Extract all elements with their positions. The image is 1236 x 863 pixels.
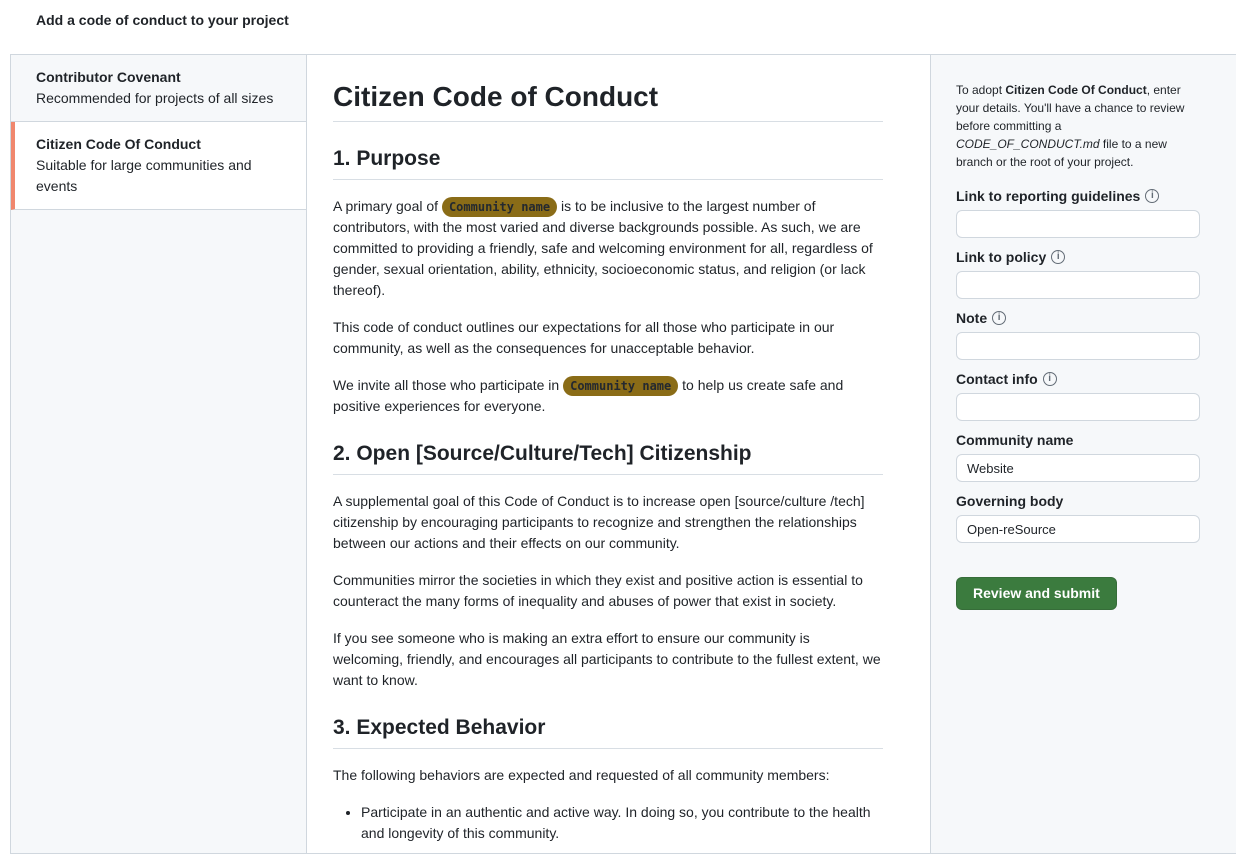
- form-intro: [956, 81, 1200, 171]
- field-label: [956, 247, 1200, 267]
- field-governing-body: [956, 491, 1200, 543]
- field-label-text: Contact info: [956, 371, 1038, 387]
- behavior-list: [333, 802, 883, 844]
- field-label: [956, 369, 1200, 389]
- governing-body-input[interactable]: [956, 515, 1200, 543]
- template-option-contributor-covenant[interactable]: [11, 55, 306, 122]
- field-note: [956, 308, 1200, 360]
- field-label-text: Link to policy: [956, 249, 1047, 265]
- intro-filename: CODE_OF_CONDUCT.md: [956, 137, 1100, 151]
- paragraph: The following behaviors are expected and requested of all community members:: [333, 767, 830, 783]
- paragraph-text: is to be inclusive to the largest number of contributors, with the most varied and diverse backgrounds possible. As such, we are committed to providing a friendly, safe and welcoming environment for all, regardless of gender, sexual orientation, ability, ethnicity, socioeconomic status, and religion (or lack thereof).: [333, 198, 873, 298]
- paragraph: Communities mirror the societies in which they exist and positive action is essential to counteract the many forms of inequality and abuses of power that exist in society.: [333, 572, 863, 609]
- paragraph-text: A primary goal of: [333, 198, 439, 214]
- template-option-description: Recommended for projects of all sizes: [36, 90, 274, 106]
- link-to-policy-input[interactable]: [956, 271, 1200, 299]
- field-label: [956, 308, 1200, 328]
- intro-text: , enter your details. You'll have a chance to review before committing a: [956, 83, 1185, 133]
- field-reporting-guidelines: [956, 186, 1200, 238]
- field-link-to-policy: [956, 247, 1200, 299]
- field-label-text: Note: [956, 310, 988, 326]
- field-label-text: Community name: [956, 432, 1074, 448]
- field-label: [956, 491, 1200, 511]
- field-label-text: Governing body: [956, 493, 1064, 509]
- field-label: [956, 186, 1200, 206]
- info-icon[interactable]: i: [1145, 189, 1159, 203]
- community-name-chip: Community name: [563, 376, 678, 396]
- paragraph-text: to help us create safe and positive experiences for everyone.: [333, 377, 844, 414]
- section-heading-open-citizenship: 2. Open [Source/Culture/Tech] Citizenship: [333, 441, 883, 475]
- field-label-text: Link to reporting guidelines: [956, 188, 1141, 204]
- community-name-input[interactable]: [956, 454, 1200, 482]
- community-name-chip: Community name: [442, 197, 557, 217]
- paragraph: A supplemental goal of this Code of Conduct is to increase open [source/culture /tech] citizenship by encouraging participants to recognize and strengthen the relationships between our actions and their effects on our community.: [333, 493, 865, 551]
- code-preview: [307, 55, 931, 853]
- adopt-form: [931, 55, 1236, 853]
- reporting-guidelines-input[interactable]: [956, 210, 1200, 238]
- template-list: [11, 55, 307, 853]
- field-contact-info: [956, 369, 1200, 421]
- paragraph-text: We invite all those who participate in: [333, 377, 560, 393]
- intro-text: file to a new branch or the root of your project.: [956, 137, 1167, 169]
- intro-text: To adopt: [956, 83, 1006, 97]
- section-heading-expected-behavior: 3. Expected Behavior: [333, 715, 883, 749]
- template-option-title: Citizen Code Of Conduct: [36, 136, 201, 152]
- section-heading-purpose: 1. Purpose: [333, 146, 883, 180]
- template-option-citizen-code-of-conduct[interactable]: [11, 122, 306, 210]
- intro-template-name: Citizen Code Of Conduct: [1005, 83, 1147, 97]
- contact-info-input[interactable]: [956, 393, 1200, 421]
- template-option-title: Contributor Covenant: [36, 69, 181, 85]
- list-item: • Participate in an authentic and active way. In doing so, you contribute to the health and longevity of this community.: [361, 802, 883, 844]
- paragraph: If you see someone who is making an extra effort to ensure our community is welcoming, friendly, and encourages all participants to contribute to the fullest extent, we want to know.: [333, 630, 881, 688]
- preview-title: Citizen Code of Conduct: [333, 79, 883, 122]
- paragraph: [333, 375, 883, 417]
- code-of-conduct-panel: [10, 54, 1236, 854]
- page-header: [0, 0, 1236, 28]
- note-input[interactable]: [956, 332, 1200, 360]
- field-label: [956, 430, 1200, 450]
- info-icon[interactable]: i: [992, 311, 1006, 325]
- field-community-name: [956, 430, 1200, 482]
- info-icon[interactable]: i: [1051, 250, 1065, 264]
- review-and-submit-button[interactable]: Review and submit: [956, 577, 1117, 610]
- page-title: Add a code of conduct to your project: [36, 12, 289, 28]
- info-icon[interactable]: i: [1043, 372, 1057, 386]
- paragraph: [333, 196, 883, 301]
- template-option-description: Suitable for large communities and events: [36, 157, 252, 194]
- paragraph: This code of conduct outlines our expectations for all those who participate in our community, as well as the consequences for unacceptable behavior.: [333, 319, 835, 356]
